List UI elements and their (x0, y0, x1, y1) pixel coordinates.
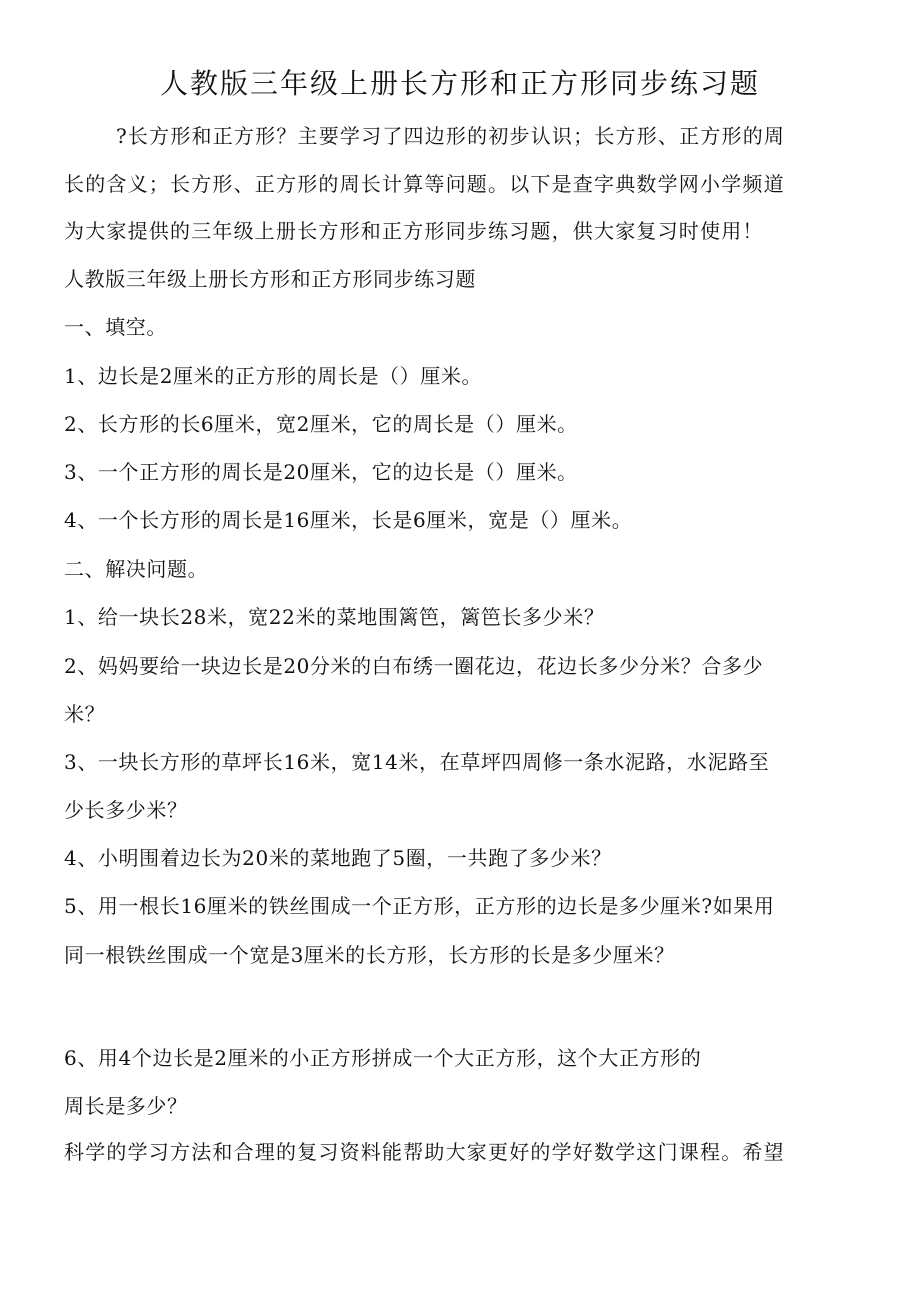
closing-paragraph: 科学的学习方法和合理的复习资料能帮助大家更好的学好数学这门课程。希望 (64, 1140, 785, 1164)
intro-line-1: ?长方形和正方形？主要学习了四边形的初步认识；长方形、正方形的周 (116, 124, 786, 148)
problem-2-line-2: 米？ (64, 702, 106, 726)
intro-line-3: 为大家提供的三年级上册长方形和正方形同步练习题，供大家复习时使用！ (64, 219, 764, 243)
fill-blank-question-3: 3、一个正方形的周长是20厘米，它的边长是（）厘米。 (64, 460, 578, 484)
section-heading-problems: 二、解决问题。 (64, 557, 209, 581)
problem-4: 4、小明围着边长为20米的菜地跑了5圈，一共跑了多少米？ (64, 846, 612, 870)
problem-3-line-1: 3、一块长方形的草坪长16米，宽14米，在草坪四周修一条水泥路，水泥路至 (64, 750, 770, 774)
problem-1: 1、给一块长28米，宽22米的菜地围篱笆，篱笆长多少米？ (64, 605, 605, 629)
problem-3-line-2: 少长多少米？ (64, 798, 188, 822)
document-subtitle: 人教版三年级上册长方形和正方形同步练习题 (64, 267, 476, 291)
intro-line-2: 长的含义；长方形、正方形的周长计算等问题。以下是查字典数学网小学频道 (64, 172, 785, 196)
problem-2-line-1: 2、妈妈要给一块边长是20分米的白布绣一圈花边，花边长多少分米？合多少 (64, 654, 764, 678)
fill-blank-question-4: 4、一个长方形的周长是16厘米，长是6厘米，宽是（）厘米。 (64, 508, 633, 532)
document-title: 人教版三年级上册长方形和正方形同步练习题 (159, 67, 760, 100)
problem-5-line-1: 5、用一根长16厘米的铁丝围成一个正方形，正方形的边长是多少厘米?如果用 (64, 894, 775, 918)
fill-blank-question-1: 1、边长是2厘米的正方形的周长是（）厘米。 (64, 364, 483, 388)
problem-5-line-2: 同一根铁丝围成一个宽是3厘米的长方形，长方形的长是多少厘米？ (64, 943, 675, 967)
problem-6-line-2: 周长是多少？ (64, 1094, 188, 1118)
fill-blank-question-2: 2、长方形的长6厘米，宽2厘米，它的周长是（）厘米。 (64, 412, 578, 436)
section-heading-fill-blank: 一、填空。 (64, 315, 167, 339)
problem-6-line-1: 6、用4个边长是2厘米的小正方形拼成一个大正方形，这个大正方形的 (64, 1046, 702, 1070)
